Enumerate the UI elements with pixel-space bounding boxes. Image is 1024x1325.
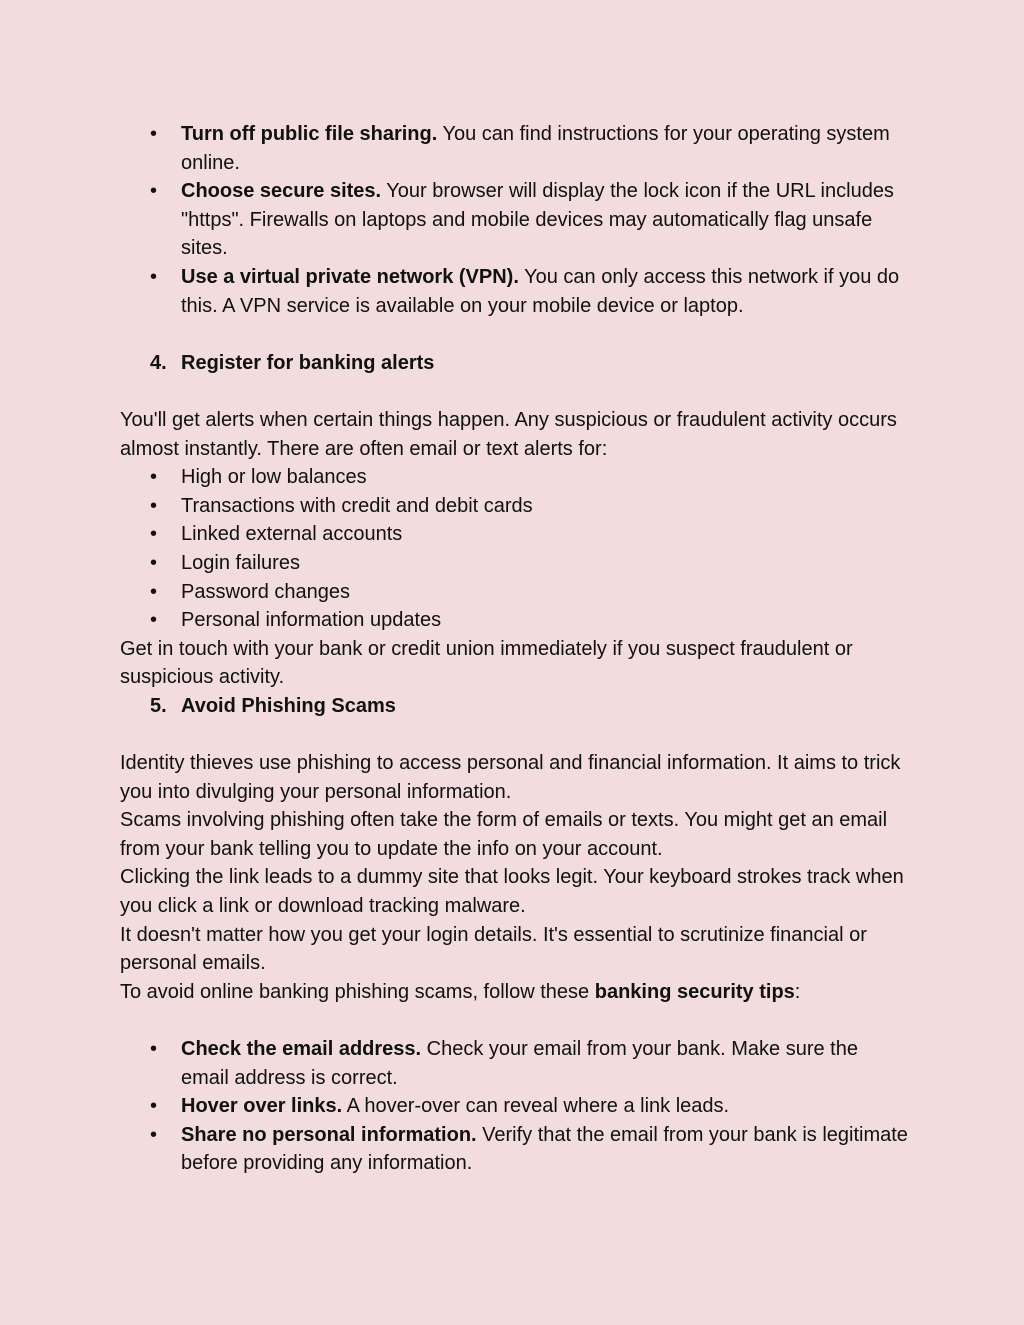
list-item (120, 1035, 910, 1092)
list-item (120, 177, 910, 263)
section-5-heading (120, 692, 910, 721)
tip-title: Hover over links. (181, 1095, 343, 1118)
section-number: 4. (150, 351, 167, 374)
tip-text: You can only access this network if you do this. A VPN service is available on your mobile device or laptop. (181, 265, 900, 317)
section-title: Avoid Phishing Scams (181, 694, 396, 717)
section-4-intro: You'll get alerts when certain things happen. Any suspicious or fraudulent activity occurs almost instantly. There are often email or text alerts for: (120, 408, 897, 460)
list-item: • Password changes (120, 578, 910, 607)
tip-title: Check the email address. (181, 1038, 422, 1060)
tip-title: Share no personal information. (181, 1123, 477, 1146)
spacer (120, 1006, 910, 1035)
tip-text: Your browser will display the lock icon if the URL includes "https". Firewalls on laptops and mobile devices may automatically flag unsafe sites. (181, 180, 894, 260)
tips-lead (120, 978, 910, 1007)
tip-title: Turn off public file sharing. (181, 123, 438, 145)
paragraph: Clicking the link leads to a dummy site that looks legit. Your keyboard strokes track when you click a link or download tracking malware. (120, 866, 904, 918)
list-item: • Linked external accounts (120, 520, 910, 549)
document-body (120, 120, 910, 1178)
network-security-list (120, 120, 910, 320)
list-item: • Personal information updates (120, 606, 910, 635)
tips-lead-end: : (794, 980, 801, 1003)
list-item: • High or low balances (120, 463, 910, 492)
tip-text: Verify that the email from your bank is legitimate before providing any information. (181, 1123, 908, 1175)
phishing-tips-list (120, 1035, 910, 1178)
tip-text: You can find instructions for your operating system online. (181, 123, 890, 174)
tip-text: Check your email from your bank. Make sure the email address is correct. (181, 1038, 858, 1089)
section-title: Register for banking alerts (181, 351, 435, 374)
list-item (120, 1092, 910, 1121)
paragraph: Scams involving phishing often take the form of emails or texts. You might get an email from your bank telling you to update the info on your account. (120, 809, 888, 860)
tip-text: A hover-over can reveal where a link leads. (342, 1095, 730, 1118)
tip-title: Choose secure sites. (181, 180, 382, 203)
section-4-heading (120, 349, 910, 378)
tips-lead-text: To avoid online banking phishing scams, follow these (120, 980, 595, 1003)
paragraph: It doesn't matter how you get your login details. It's essential to scrutinize financial or personal emails. (120, 923, 867, 975)
tips-lead-bold: banking security tips (594, 980, 795, 1003)
list-item: • Transactions with credit and debit cards (120, 492, 910, 521)
list-item (120, 120, 910, 177)
alert-types-list (120, 463, 910, 635)
list-item: • Login failures (120, 549, 910, 578)
paragraph: Identity thieves use phishing to access personal and financial information. It aims to trick you into divulging your personal information. (120, 752, 901, 803)
section-4-outro: Get in touch with your bank or credit union immediately if you suspect fraudulent or suspicious activity. (120, 637, 853, 689)
spacer (120, 720, 910, 749)
list-item (120, 1121, 910, 1178)
list-item (120, 263, 910, 320)
section-number: 5. (150, 694, 167, 717)
spacer (120, 320, 910, 349)
spacer (120, 377, 910, 406)
tip-title: Use a virtual private network (VPN). (181, 265, 519, 288)
